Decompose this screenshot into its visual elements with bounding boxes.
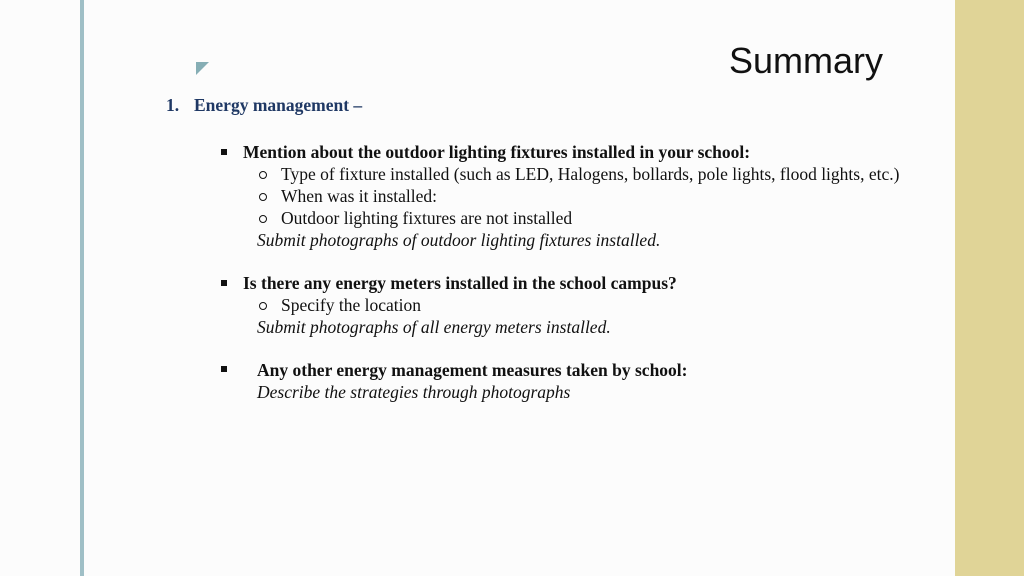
- sub-item: Outdoor lighting fixtures are not installed: [281, 208, 573, 228]
- section-heading: [166, 94, 362, 116]
- bullet-heading: Any other energy management measures taken by school:: [257, 360, 688, 380]
- slide-title: Summary: [729, 40, 884, 81]
- corner-triangle-icon: [196, 62, 209, 75]
- circle-bullet-icon: [259, 171, 267, 179]
- left-accent-rule: [80, 0, 84, 576]
- right-accent-band: [955, 0, 1024, 576]
- bullet-heading: Is there any energy meters installed in the school campus?: [243, 273, 677, 293]
- bullet-note: Submit photographs of all energy meters installed.: [257, 317, 611, 337]
- sub-item: Type of fixture installed (such as LED, Halogens, bollards, pole lights, flood lights, etc.): [281, 164, 900, 184]
- section-number: 1.: [166, 95, 180, 115]
- circle-bullet-icon: [259, 302, 267, 310]
- square-bullet-icon: [221, 149, 227, 155]
- bullet-note: Describe the strategies through photographs: [257, 382, 571, 402]
- square-bullet-icon: [221, 280, 227, 286]
- circle-bullet-icon: [259, 215, 267, 223]
- bullet-heading: Mention about the outdoor lighting fixtures installed in your school:: [243, 142, 751, 162]
- circle-bullet-icon: [259, 193, 267, 201]
- bullet-note: Submit photographs of outdoor lighting fixtures installed.: [257, 230, 661, 250]
- sub-item: When was it installed:: [281, 186, 438, 206]
- square-bullet-icon: [221, 366, 227, 372]
- section-heading-text: Energy management –: [194, 95, 363, 115]
- sub-item: Specify the location: [281, 295, 421, 315]
